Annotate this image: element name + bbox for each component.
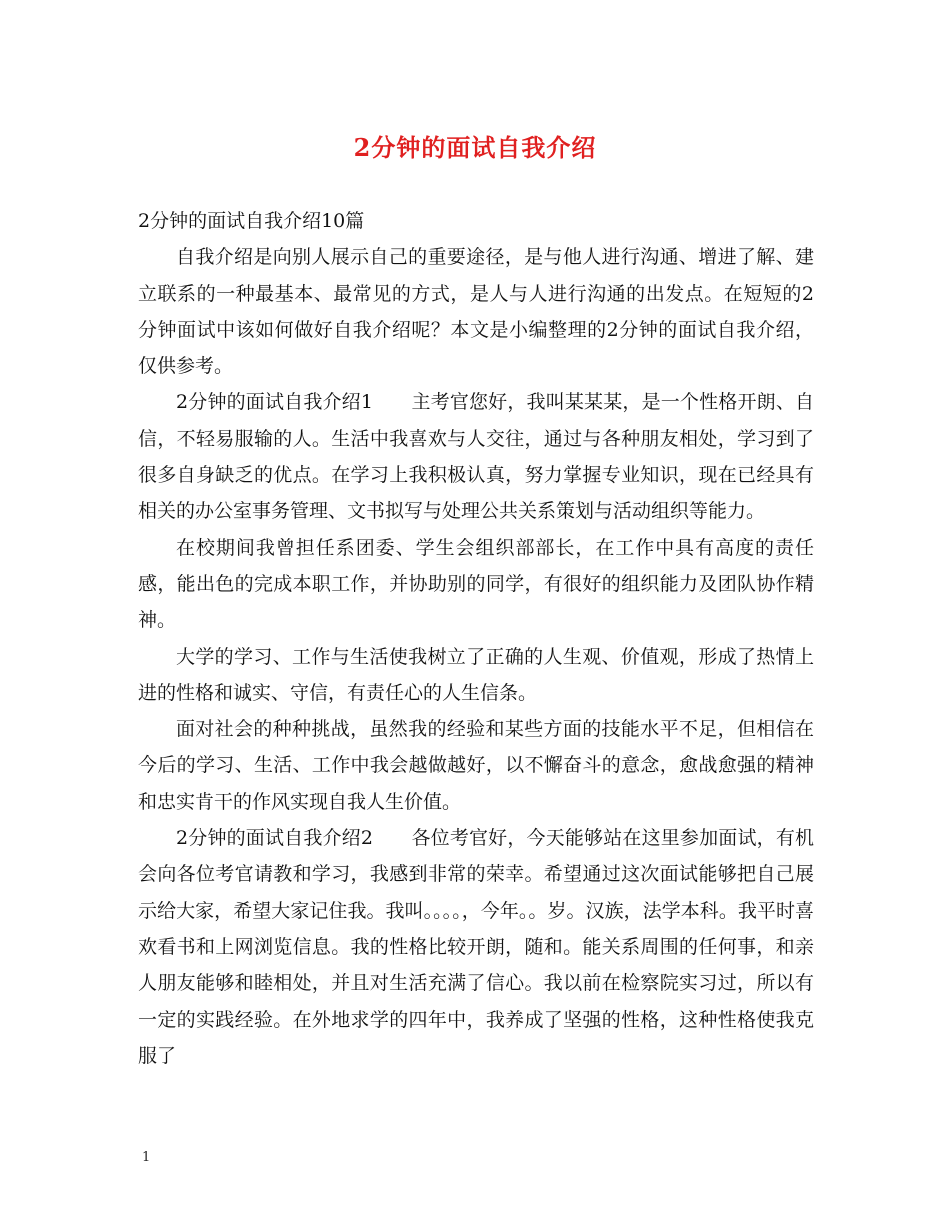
document-body [138,203,814,1074]
paragraph-sample-1-challenges: 面对社会的种种挑战，虽然我的经验和某些方面的技能水平不足，但相信在今后的学习、生活、工作中我会越做越好，以不懈奋斗的意念，愈战愈强的精神和忠实肯干的作风实现自我人生价值。 [138,718,814,813]
paragraph-intro: 自我介绍是向别人展示自己的重要途径，是与他人进行沟通、增进了解、建立联系的一种最基本、最常见的方式，是人与人进行沟通的出发点。在短短的2分钟面试中该如何做好自我介绍呢？本文是小编整理的2分钟的面试自我介绍，仅供参考。 [138,246,814,378]
paragraph-sample-1-school: 在校期间我曾担任系团委、学生会组织部部长，在工作中具有高度的责任感，能出色的完成本职工作，并协助别的同学，有很好的组织能力及团队协作精神。 [138,536,814,632]
paragraph-sample-2: 2分钟的面试自我介绍2 各位考官好，今天能够站在这里参加面试，有机会向各位考官请教和学习，我感到非常的荣幸。希望通过这次面试能够把自己展示给大家，希望大家记住我。我叫。。。。，今年。。岁。汉族，法学本科。我平时喜欢看书和上网浏览信息。我的性格比较开朗，随和。能关系周围的任何事，和亲人朋友能够和睦相处，并且对生活充满了信心。我以前在检察院实习过，所以有一定的实践经验。在外地求学的四年中，我养成了坚强的性格，这种性格使我克服了 [138,827,814,1067]
page-title: 2分钟的面试自我介绍 [353,133,597,162]
page-number: 1 [142,1150,151,1165]
paragraph-sample-1-university: 大学的学习、工作与生活使我树立了正确的人生观、价值观，形成了热情上进的性格和诚实、守信，有责任心的人生信条。 [138,645,814,704]
document-subtitle: 2分钟的面试自我介绍10篇 [138,210,365,232]
paragraph-sample-1: 2分钟的面试自我介绍1 主考官您好，我叫某某某，是一个性格开朗、自信，不轻易服输的人。生活中我喜欢与人交往，通过与各种朋友相处，学习到了很多自身缺乏的优点。在学习上我积极认真，努力掌握专业知识，现在已经具有相关的办公室事务管理、文书拟写与处理公共关系策划与活动组织等能力。 [138,391,814,523]
